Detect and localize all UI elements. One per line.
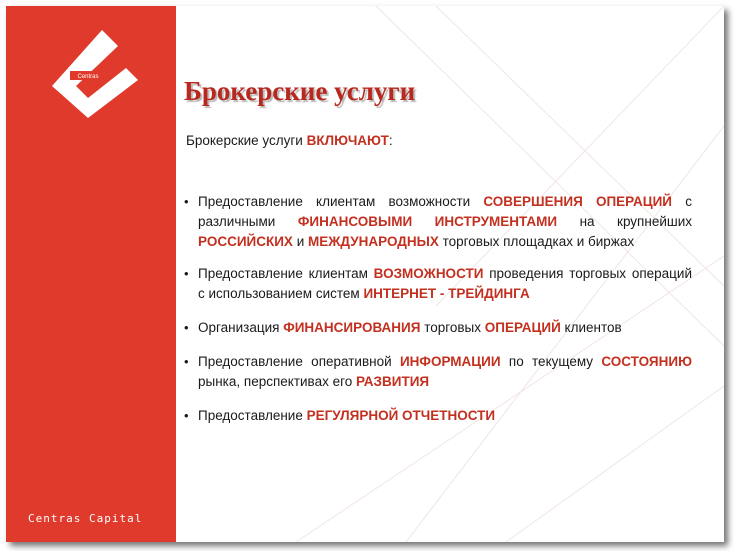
list-item bbox=[182, 318, 692, 338]
list-item bbox=[182, 192, 692, 252]
highlight-text: СОСТОЯНИЮ bbox=[601, 354, 692, 369]
slide bbox=[6, 6, 724, 542]
intro-highlight: ВКЛЮЧАЮТ bbox=[306, 133, 389, 148]
body-text: Предоставление bbox=[198, 408, 307, 423]
highlight-text: ВОЗМОЖНОСТИ bbox=[373, 266, 484, 281]
body-text: клиентов bbox=[560, 320, 622, 335]
highlight-text: ФИНАНСОВЫМИ ИНСТРУМЕНТАМИ bbox=[297, 214, 558, 229]
body-text: рынка, перспективах его bbox=[198, 374, 356, 389]
body-text: по текущему bbox=[500, 354, 602, 369]
services-list bbox=[182, 192, 692, 440]
highlight-text: МЕЖДУНАРОДНЫХ bbox=[307, 234, 439, 249]
list-item bbox=[182, 264, 692, 304]
slide-title: Брокерские услуги bbox=[184, 76, 416, 106]
body-text: на крупнейших bbox=[557, 214, 692, 229]
centras-logo bbox=[46, 28, 138, 120]
body-text: проведения торговых операций с использованием систем bbox=[198, 266, 692, 301]
body-text: Организация bbox=[198, 320, 284, 335]
highlight-text: РЕГУЛЯРНОЙ ОТЧЕТНОСТИ bbox=[306, 408, 496, 423]
body-text: и bbox=[292, 234, 308, 249]
highlight-text: СОВЕРШЕНИЯ ОПЕРАЦИЙ bbox=[483, 194, 673, 209]
highlight-text: ИНТЕРНЕТ - ТРЕЙДИНГА bbox=[363, 286, 530, 301]
highlight-text: ОПЕРАЦИЙ bbox=[484, 320, 561, 335]
highlight-text: ИНФОРМАЦИИ bbox=[399, 354, 501, 369]
intro-text bbox=[186, 133, 393, 148]
intro-colon: : bbox=[388, 133, 393, 148]
body-text: Предоставление клиентам bbox=[198, 266, 374, 281]
body-text: Предоставление клиентам возможности bbox=[198, 194, 484, 209]
logo-text: Centras bbox=[77, 74, 99, 80]
highlight-text: РАЗВИТИЯ bbox=[355, 374, 430, 389]
highlight-text: РОССИЙСКИХ bbox=[198, 234, 293, 249]
brand-name: Centras Capital bbox=[28, 512, 143, 525]
sidebar-panel bbox=[6, 6, 176, 542]
body-text: Предоставление оперативной bbox=[198, 354, 400, 369]
list-item bbox=[182, 352, 692, 392]
list-item bbox=[182, 406, 692, 426]
body-text: торговых bbox=[420, 320, 485, 335]
highlight-text: ФИНАНСИРОВАНИЯ bbox=[283, 320, 421, 335]
body-text: с различными bbox=[198, 194, 692, 229]
body-text: торговых площадках и биржах bbox=[438, 234, 635, 249]
intro-lead: Брокерские услуги bbox=[186, 133, 307, 148]
